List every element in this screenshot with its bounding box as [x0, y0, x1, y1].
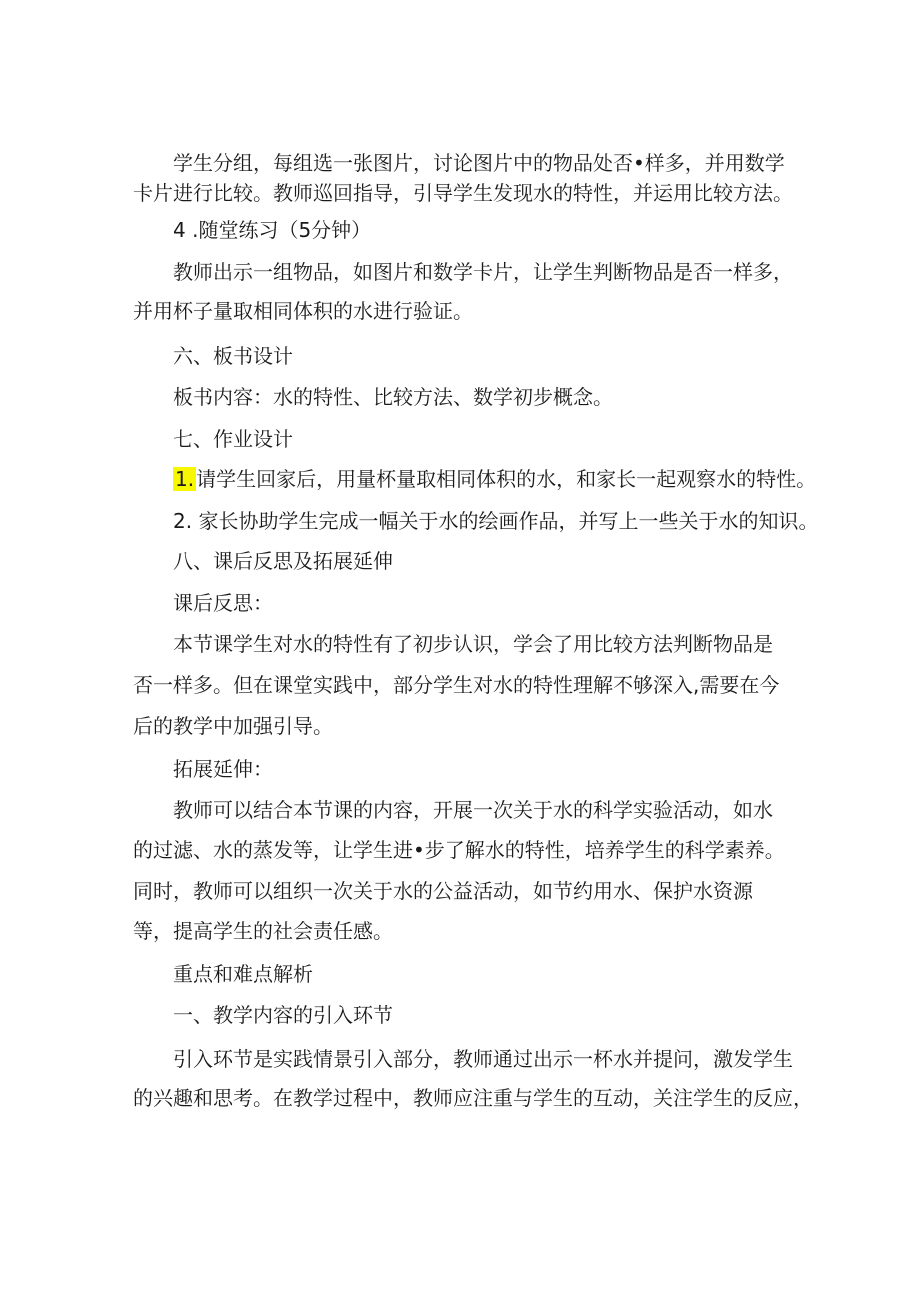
- paragraph-line: 教师出示一组物品，如图片和数学卡片，让学生判断物品是否一样多，: [173, 260, 793, 284]
- section-heading: 七、作业设计: [173, 427, 293, 451]
- paragraph-line: 卡片进行比较。教师巡回指导，引导学生发现水的特性，并运用比较方法。: [133, 181, 793, 205]
- section-heading: 一、教学内容的引入环节: [173, 1003, 393, 1027]
- list-item-text: 请学生回家后，用量杯量取相同体积的水，和家长一起观察水的特性。: [196, 467, 817, 491]
- subheading: 拓展延伸：: [173, 757, 273, 781]
- paragraph-line: 学生分组，每组选一张图片，讨论图片中的物品处否•样多，并用数学: [173, 151, 785, 175]
- paragraph-line: 等，提高学生的社会责任感。: [133, 919, 393, 943]
- section-heading: 六、板书设计: [173, 344, 293, 368]
- paragraph-line: 本节课学生对水的特性有了初步认识，学会了用比较方法判断物品是: [173, 632, 773, 656]
- section-heading: 4 .随堂练习（5分钟）: [173, 218, 372, 242]
- paragraph-line: 板书内容：水的特性、比较方法、数学初步概念。: [173, 385, 613, 409]
- paragraph-line: 引入环节是实践情景引入部分，教师通过出示一杯水并提问，激发学生: [173, 1047, 793, 1071]
- paragraph-line: 并用杯子量取相同体积的水进行验证。: [133, 299, 473, 323]
- list-item: [173, 466, 816, 492]
- section-heading: 八、课后反思及拓展延伸: [173, 549, 393, 573]
- subheading: 课后反思：: [173, 591, 273, 615]
- paragraph-line: 同时，教师可以组织一次关于水的公益活动，如节约用水、保护水资源: [133, 879, 753, 903]
- paragraph-line: 否一样多。但在课堂实践中，部分学生对水的特性理解不够深入,需要在今: [133, 673, 780, 697]
- list-item: 2. 家长协助学生完成一幅关于水的绘画作品，并写上一些关于水的知识。: [173, 509, 819, 533]
- paragraph-line: 后的教学中加强引导。: [133, 714, 333, 738]
- paragraph-line: 的过滤、水的蒸发等，让学生进•步了解水的特性，培养学生的科学素养。: [133, 838, 785, 862]
- highlighted-number: 1.: [175, 467, 195, 491]
- section-heading: 重点和难点解析: [173, 962, 313, 986]
- paragraph-line: 教师可以结合本节课的内容，开展一次关于水的科学实验活动，如水: [173, 798, 773, 822]
- paragraph-line: 的兴趣和思考。在教学过程中，教师应注重与学生的互动，关注学生的反应，: [133, 1086, 813, 1110]
